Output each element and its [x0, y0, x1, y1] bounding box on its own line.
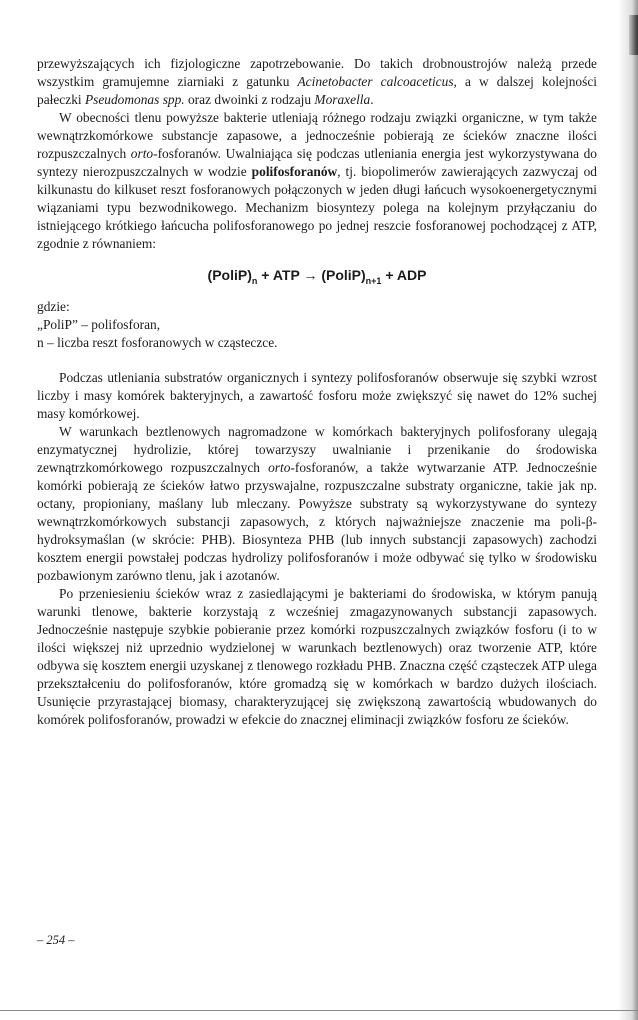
equation-lhs: (PoliP) [207, 267, 252, 283]
p1-segment: oraz dwoinki z rodzaju [184, 92, 315, 107]
p1-segment: Acinetobacter calcoaceticus [297, 74, 454, 89]
legend-intro: gdzie: [37, 298, 70, 314]
p1-segment: Moraxella [314, 92, 371, 107]
p3-segment: Podczas utleniania substratów organicznych i syntezy polifosforanów obserwuje się szybki wzrost liczby i masy komórek bakteryjnych, a zawartość fosforu może zwiększyć się nawet do 12% suchej masy komórkowej. [37, 369, 597, 421]
p2-segment: W obecności tlenu powyższe bakterie utleniają różnego rodzaju związki organiczne, w tym także wewnątrzkomórkowe substancje zapasowe, a jednocześnie pobierają ze ścieków znaczne ilości rozpuszczalnych [37, 110, 597, 161]
equation-arrow: → [303, 267, 318, 283]
p2-segment: orto [130, 146, 154, 161]
p4-segment: W warunkach beztlenowych nagromadzone w komórkach bakteryjnych polifosforany ulegają enzymatycznej hydrolizie, której towarzyszy uwalnianie i przenikanie do środowiska zewnątrzkomórkowego rozpuszczalnych [37, 423, 597, 475]
page-edge-mark [629, 15, 638, 55]
bottom-rule [0, 1010, 638, 1011]
equation-rhs-subscript: n+1 [365, 275, 382, 286]
p4-segment: -fosforanów, a także wytwarzanie ATP. Jednocześnie komórki pobierają ze ścieków łatwo przyswajalne, rozpuszczalne substraty organiczne, takie jak np. octany, propioniany, maślany lub mleczany. Powyższe substraty są wykorzystywane do syntezy wewnątrzkomórkowych substancji zapasowych, z których najważniejsze znaczenie ma poli-β-hydroksymaślan (w skrócie: PHB). Biosynteza PHB (lub innych substancji zapasowych) zachodzi kosztem energii powstałej podczas hydrolizy polifosforanów i może odbywać się tylko w środowisku pozbawionym zarówno tlenu, jak i azotanów. [37, 459, 597, 583]
p4-segment: orto [268, 459, 291, 475]
p1-segment: . [370, 92, 374, 107]
equation-plus-adp: + ADP [381, 267, 427, 283]
equation-plus-atp: + ATP [257, 267, 304, 283]
equation-lhs-subscript: n [251, 275, 258, 286]
p2-segment: -fosforanów. Uwalniająca się podczas utleniania energia jest wykorzystywana do syntezy nierozpuszczalnych w wodzie [37, 146, 597, 179]
equation [37, 266, 597, 290]
p1-segment: Pseudomonas spp. [84, 92, 185, 107]
paragraph-2 [37, 109, 597, 253]
paragraph-3 [37, 369, 597, 423]
p1-segment: przewyższających ich fizjologiczne zapotrzebowanie. Do takich drobnoustrojów należą przede wszystkim gramujemne ziarniaki z gatunku [37, 56, 597, 89]
paragraph-5 [37, 585, 597, 729]
legend-n: n – liczba reszt fosforanowych w cząsteczce. [37, 334, 278, 350]
paragraph-1 [37, 55, 597, 109]
p5-segment: Po przeniesieniu ścieków wraz z zasiedlającymi je bakteriami do środowiska, w którym panują warunki tlenowe, bakterie korzystają z wcześniej zmagazynowanych substancji zapasowych. Jednocześnie następuje szybkie pobieranie przez komórki rozpuszczalnych związków fosforu (i to w ilości większej niż uprzednio wydzielonej w warunkach beztlenowych) oraz tworzenie ATP, które odbywa się kosztem energii uzyskanej z tlenowego rozkładu PHB. Znaczna część cząsteczek ATP ulega przekształceniu do polifosforanów, które gromadzą się w komórkach w bardzo dużych ilościach. Usunięcie przyrastającej biomasy, charakteryzującej się zwiększoną zawartością wbudowanych do komórek polifosforanów, prowadzi w efekcie do znacznej eliminacji związków fosforu ze ścieków. [37, 585, 597, 727]
page-edge-shadow [618, 0, 638, 1020]
legend-polip: „PoliP” – polifosforan, [37, 316, 161, 332]
p1-segment: , a w dalszej kolejności pałeczki [37, 74, 597, 107]
equation-rhs: (PoliP) [317, 267, 366, 283]
page-number: – 254 – [37, 933, 75, 947]
body-text [37, 55, 597, 729]
p2-segment: polifosforanów [251, 164, 338, 179]
paragraph-4 [37, 423, 597, 585]
p2-segment: , tj. biopolimerów zawierających zazwyczaj od kilkunastu do kilkuset reszt fosforanowych połączonych w jeden długi łańcuch wysokoenergetycznymi wiązaniami typu bezwodnikowego. Mechanizm biosyntezy polega na kolejnym przyłączaniu do istniejącego krótkiego łańcucha polifosforanowego po jednej reszcie fosforanowej pochodzącej z ATP, zgodnie z równaniem: [37, 164, 598, 251]
